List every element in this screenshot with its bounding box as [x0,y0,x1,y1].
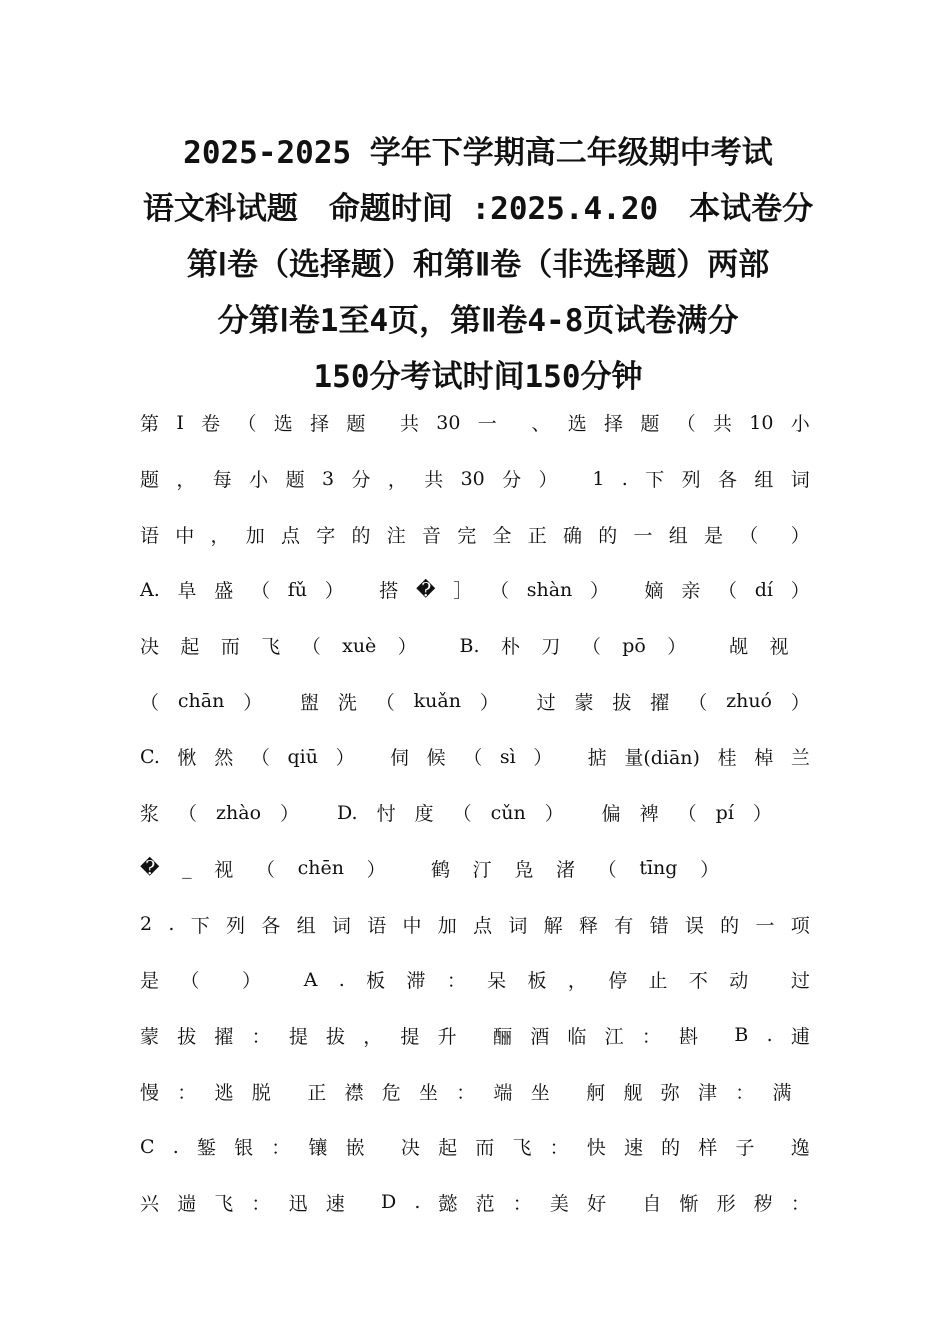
text-token: 度 [414,803,434,826]
text-token: ： [446,970,466,993]
text-token: ， [176,469,196,492]
text-token: 决 [400,1137,420,1160]
text-token: Ⅰ [176,411,184,434]
text-token: 自 [642,1192,662,1215]
text-token: 不 [688,970,708,993]
text-token: （ [718,580,738,603]
text-token: 兰 [790,747,810,770]
text-token: � [140,857,160,880]
text-token: 伺 [389,747,409,770]
text-token: 蒙 [140,1025,160,1048]
text-token: 盥 [299,691,319,714]
text-token: 样 [698,1137,718,1160]
text-token: 题 [285,469,305,492]
text-token: 错 [649,914,669,937]
text-token: 卷 [201,413,221,436]
text-token: ： [271,1137,291,1160]
text-token: 一 [477,413,497,436]
title-line: 分第Ⅰ卷1至4页，第Ⅱ卷4-8页试卷满分 [217,303,739,339]
text-token: . [172,1135,179,1158]
text-token: 秽 [753,1192,773,1215]
text-token: 形 [716,1192,736,1215]
text-token: 擢 [650,691,670,714]
text-token: zhuó [726,690,773,713]
text-token: ： [251,1192,271,1215]
text-token: 加 [437,914,457,937]
text-token: 提 [288,1025,308,1048]
text-token: （ [250,747,270,770]
text-token: 汀 [472,858,492,881]
text-token: （ [489,580,509,603]
text-token: ） [538,469,558,492]
text-token: B. [459,634,480,657]
text-token: ： [456,1081,476,1104]
text-token: （ [140,691,160,714]
text-token: ： [735,1081,755,1104]
text-token: 全 [492,524,512,547]
text-token: 列 [681,469,701,492]
text-token: （ [452,803,472,826]
text-token: 掂 [587,747,607,770]
text-token: 小 [790,413,810,436]
text-token: 误 [684,914,704,937]
text-token: 坐 [530,1081,550,1104]
text-token: 忖 [376,803,396,826]
text-token: ） [243,691,263,714]
text-token: ， [363,1025,383,1048]
text-token: （ [180,970,200,993]
text-token: 视 [769,636,789,659]
text-token: 各 [261,914,281,937]
text-token: 动 [729,970,749,993]
text-token: 第 [140,413,160,436]
text-token: ） [544,803,564,826]
text-token: D. [336,801,358,824]
text-token: 朴 [500,636,520,659]
text-token: chān [177,690,225,713]
text-token: 、 [531,413,551,436]
text-token: 飞 [214,1192,234,1215]
text-line [140,395,810,451]
text-token: . [338,968,345,991]
text-token: 逸 [790,1137,810,1160]
text-token: 10 [749,411,774,434]
text-token: 的 [661,1137,681,1160]
text-token: 组 [296,914,316,937]
text-token: ） [790,691,810,714]
text-token: ） [590,580,610,603]
text-token: ） [280,803,300,826]
text-token: 3 [321,467,335,490]
text-token: 一 [755,914,775,937]
text-token: ） [479,691,499,714]
text-token: 凫 [514,858,534,881]
text-token: （ [463,747,483,770]
text-token: 襟 [344,1081,364,1104]
text-token: qiū [287,745,318,768]
text-token: 拔 [326,1025,346,1048]
text-token: 一 [633,524,653,547]
text-token: 是 [704,524,724,547]
text-token: 是 [140,970,160,993]
text-token: （ [581,636,601,659]
text-token: 呆 [487,970,507,993]
text-token: ） [533,747,553,770]
text-token: 组 [754,469,774,492]
text-token: 加 [245,524,265,547]
text-token: kuǎn [413,690,461,713]
text-token: 中 [402,914,422,937]
text-token: 慢 [140,1081,160,1104]
text-token: ： [177,1081,197,1104]
text-token: 的 [720,914,740,937]
text-token: 词 [331,914,351,937]
text-token: 嫡 [644,580,664,603]
text-line [140,562,810,618]
text-token: 浆 [140,803,160,826]
text-token: ： [251,1025,271,1048]
text-token: . [168,913,175,936]
text-token: 30 [460,467,485,490]
text-line [140,451,810,507]
text-token: ： [549,1137,569,1160]
text-token: 正 [527,524,547,547]
text-token: 的 [598,524,618,547]
text-token: 点 [281,524,301,547]
text-token: 择 [310,413,330,436]
text-line [140,841,810,897]
text-token: 题 [346,413,366,436]
text-token: 完 [457,524,477,547]
text-token: 酒 [530,1025,550,1048]
title-line: 2025-2025 学年下学期高二年级期中考试 [183,135,773,171]
text-token: 组 [668,524,688,547]
text-token: 滞 [406,970,426,993]
text-token: pō [622,634,646,657]
text-token: （ [677,803,697,826]
text-token: ） [397,636,417,659]
text-token: 量(diān) [624,747,700,770]
text-line [140,952,810,1008]
text-token: 分 [502,469,522,492]
text-token: ） [366,858,386,881]
text-token: B [734,1024,749,1047]
text-token: 危 [381,1081,401,1104]
text-token: 2 [140,913,153,936]
text-token: 项 [790,914,810,937]
text-token: 升 [437,1025,457,1048]
text-token: 愀 [177,747,197,770]
text-token: （ [251,580,271,603]
text-token: 而 [220,636,240,659]
text-token: 飞 [512,1137,532,1160]
text-token: 鹤 [430,858,450,881]
text-token: 而 [475,1137,495,1160]
text-token: 词 [508,914,528,937]
text-token: pí [715,801,734,824]
text-token: 共 [712,413,732,436]
text-token: A. [140,578,160,601]
text-token: shàn [526,578,573,601]
text-token: ） [752,803,772,826]
text-line [140,729,810,785]
text-line [140,506,810,562]
exam-body [140,395,810,1230]
text-token: _ [182,857,192,880]
text-token: 范 [475,1192,495,1215]
text-token: 提 [400,1025,420,1048]
text-token: 亲 [681,580,701,603]
text-token: 确 [563,524,583,547]
text-token: 点 [473,914,493,937]
text-token: 端 [493,1081,513,1104]
text-token: 速 [325,1192,345,1215]
text-token: D [380,1191,397,1214]
text-token: 起 [438,1137,458,1160]
text-token: 题 [140,469,160,492]
text-token: 阜 [177,580,197,603]
text-token: 银 [234,1137,254,1160]
text-token: 1 [592,467,605,490]
text-token: 视 [214,858,234,881]
text-token: 逃 [214,1081,234,1104]
text-token: （ [301,636,321,659]
text-token: A [303,968,318,991]
text-line [140,1008,810,1064]
text-token: chēn [297,857,344,880]
text-token: 子 [735,1137,755,1160]
text-token: 过 [790,970,810,993]
text-token: 解 [543,914,563,937]
text-token: 共 [399,413,419,436]
text-line [140,1119,810,1175]
text-token: fǔ [287,578,308,601]
text-token: （ [178,803,198,826]
text-token: 斟 [679,1025,699,1048]
text-token: 錾 [196,1137,216,1160]
text-token: 惭 [679,1192,699,1215]
text-token: 的 [351,524,371,547]
text-token: 嵌 [345,1137,365,1160]
text-token: 懿 [438,1192,458,1215]
text-token: ， [387,469,407,492]
text-token: tīng [639,857,678,880]
text-token: 过 [536,691,556,714]
text-token: xuè [342,634,377,657]
text-token: zhào [216,801,262,824]
text-token: 中 [175,524,195,547]
text-token: 列 [226,914,246,937]
text-token: ） [324,580,344,603]
text-token: ： [512,1192,532,1215]
text-token: ） [667,636,687,659]
text-token: 兴 [140,1192,160,1215]
title-line: 语文科试题 命题时间 :2025.4.20 本试卷分 [142,191,814,227]
title-line: 第Ⅰ卷（选择题）和第Ⅱ卷（非选择题）两部 [186,247,770,283]
text-token: 停 [608,970,628,993]
text-token: 舸 [586,1081,606,1104]
text-token: 舰 [623,1081,643,1104]
text-token: 起 [180,636,200,659]
text-token: dí [754,578,773,601]
text-token: 临 [567,1025,587,1048]
text-token: 快 [586,1137,606,1160]
text-line [140,1063,810,1119]
text-token: 下 [645,469,665,492]
text-token: 板 [527,970,547,993]
text-token: 语 [367,914,387,937]
text-token: 候 [426,747,446,770]
text-token: 搭 [379,580,399,603]
text-token: 满 [772,1081,792,1104]
text-token: 选 [273,413,293,436]
text-token: 盛 [214,580,234,603]
text-token: 正 [307,1081,327,1104]
text-token: 洗 [337,691,357,714]
text-token: cǔn [490,801,526,824]
text-token: 注 [386,524,406,547]
text-token: ） [790,580,810,603]
text-token: 渚 [556,858,576,881]
text-token: 迅 [288,1192,308,1215]
text-token: . [414,1191,421,1214]
text-token: 各 [717,469,737,492]
text-token: （ [255,858,275,881]
text-token: ） [335,747,355,770]
text-token: 江 [604,1025,624,1048]
text-token: ］ [453,580,473,603]
text-token: 逋 [790,1025,810,1048]
text-token: 蒙 [574,691,594,714]
text-token: 板 [366,970,386,993]
text-token: 镶 [308,1137,328,1160]
text-token: C [140,1135,155,1158]
text-token: 止 [648,970,668,993]
text-token: . [766,1024,773,1047]
text-token: 桂 [717,747,737,770]
text-token: 选 [567,413,587,436]
text-token: （ [237,413,257,436]
text-token: 每 [212,469,232,492]
text-token: 酾 [493,1025,513,1048]
text-token: 脱 [251,1081,271,1104]
text-token: （ [739,524,759,547]
text-token: （ [688,691,708,714]
text-token: 拔 [177,1025,197,1048]
text-token: 决 [140,636,160,659]
text-token: 然 [214,747,234,770]
text-token: 小 [249,469,269,492]
text-token: 擢 [214,1025,234,1048]
text-token: 共 [424,469,444,492]
text-token: （ [375,691,395,714]
text-token: 下 [190,914,210,937]
text-token: 词 [790,469,810,492]
text-token: 裨 [639,803,659,826]
text-token: sì [499,745,516,768]
text-line [140,1175,810,1231]
text-token: ， [567,970,587,993]
text-token: C. [140,745,160,768]
text-token: 好 [587,1192,607,1215]
text-token: 择 [604,413,624,436]
text-token: ） [790,524,810,547]
text-token: 有 [614,914,634,937]
text-token: ） [242,970,262,993]
text-token: 刀 [541,636,561,659]
text-token: 分 [351,469,371,492]
text-token: （ [676,413,696,436]
text-token: 觇 [729,636,749,659]
text-token: （ [597,858,617,881]
text-token: 速 [623,1137,643,1160]
text-token: 音 [422,524,442,547]
text-token: 美 [549,1192,569,1215]
text-token: 题 [640,413,660,436]
title-line: 150分考试时间150分钟 [313,359,643,395]
text-token: 坐 [418,1081,438,1104]
text-token: ： [641,1025,661,1048]
exam-title [138,125,818,405]
text-line [140,896,810,952]
text-token: 津 [697,1081,717,1104]
text-token: 30 [436,411,461,434]
text-token: 遄 [177,1192,197,1215]
text-token: � [416,578,436,601]
text-token: 拔 [612,691,632,714]
text-line [140,618,810,674]
text-token: 偏 [601,803,621,826]
text-token: 飞 [261,636,281,659]
text-line [140,785,810,841]
text-token: 弥 [660,1081,680,1104]
text-token: 字 [316,524,336,547]
text-token: . [621,467,628,490]
text-token: ， [210,524,230,547]
text-token: 释 [578,914,598,937]
text-token: ） [700,858,720,881]
text-token: ： [790,1192,810,1215]
text-line [140,673,810,729]
text-token: 语 [140,524,160,547]
text-token: 棹 [754,747,774,770]
